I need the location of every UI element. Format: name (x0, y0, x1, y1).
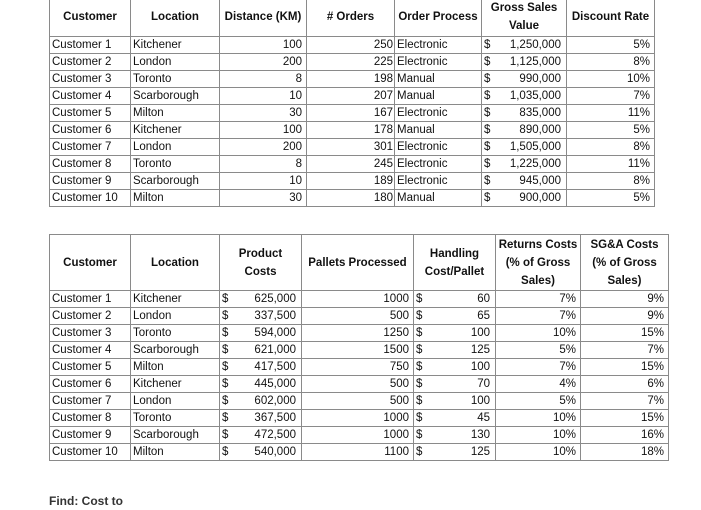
customer-cell: Customer 2 (50, 308, 131, 325)
currency-value: 60 (477, 293, 490, 305)
sga-cell: 15% (581, 359, 669, 376)
customer-cell: Customer 6 (50, 122, 131, 139)
currency-value: 900,000 (519, 192, 561, 204)
header-returns-costs: Returns Costs (% of Gross Sales) (496, 235, 581, 291)
order-process-cell: Electronic (395, 54, 482, 71)
order-process-cell: Electronic (395, 139, 482, 156)
distance-cell: 100 (220, 37, 307, 54)
header-product-costs: Product Costs (220, 235, 302, 291)
discount-rate-cell: 5% (567, 190, 655, 207)
location-cell: London (131, 308, 220, 325)
currency-symbol: $ (416, 327, 423, 339)
currency-symbol: $ (416, 293, 423, 305)
pallets-cell: 750 (302, 359, 414, 376)
location-cell: London (131, 393, 220, 410)
currency-symbol: $ (484, 56, 491, 68)
discount-rate-cell: 5% (567, 122, 655, 139)
gross-sales-cell (482, 139, 567, 156)
pallets-cell: 1500 (302, 342, 414, 359)
header-gross-sales: Gross Sales Value (482, 0, 567, 37)
gross-sales-cell (482, 190, 567, 207)
handling-cost-cell (414, 393, 496, 410)
table-row (50, 359, 669, 376)
table-row (50, 427, 669, 444)
handling-cost-cell (414, 291, 496, 308)
currency-symbol: $ (484, 39, 491, 51)
currency-symbol: $ (484, 90, 491, 102)
returns-cell: 10% (496, 325, 581, 342)
customer-cell: Customer 8 (50, 410, 131, 427)
table-row (50, 393, 669, 410)
customer-cell: Customer 4 (50, 88, 131, 105)
sga-cell: 15% (581, 325, 669, 342)
handling-cost-cell (414, 427, 496, 444)
header-pallets-processed: Pallets Processed (302, 235, 414, 291)
location-cell: Kitchener (131, 122, 220, 139)
currency-value: 602,000 (254, 395, 296, 407)
distance-cell: 30 (220, 190, 307, 207)
distance-cell: 200 (220, 139, 307, 156)
order-process-cell: Electronic (395, 173, 482, 190)
currency-value: 100 (470, 395, 490, 407)
returns-cell: 10% (496, 410, 581, 427)
currency-value: 1,225,000 (509, 158, 561, 170)
discount-rate-cell: 5% (567, 37, 655, 54)
discount-rate-cell: 11% (567, 156, 655, 173)
table-row (50, 190, 655, 207)
customer-orders-table (49, 0, 655, 207)
order-process-cell: Electronic (395, 156, 482, 173)
customer-cell: Customer 4 (50, 342, 131, 359)
header-order-process: Order Process (395, 0, 482, 37)
table-row (50, 37, 655, 54)
location-cell: Toronto (131, 156, 220, 173)
location-cell: Milton (131, 359, 220, 376)
location-cell: Kitchener (131, 376, 220, 393)
order-process-cell: Electronic (395, 105, 482, 122)
currency-value: 621,000 (254, 344, 296, 356)
currency-value: 472,500 (254, 429, 296, 441)
currency-value: 835,000 (519, 107, 561, 119)
handling-cost-cell (414, 410, 496, 427)
product-costs-cell (220, 325, 302, 342)
sga-cell: 16% (581, 427, 669, 444)
pallets-cell: 1000 (302, 291, 414, 308)
orders-cell: 167 (307, 105, 395, 122)
order-process-cell: Manual (395, 88, 482, 105)
distance-cell: 30 (220, 105, 307, 122)
customer-cell: Customer 3 (50, 71, 131, 88)
currency-symbol: $ (416, 361, 423, 373)
pallets-cell: 1000 (302, 427, 414, 444)
currency-symbol: $ (222, 412, 229, 424)
gross-sales-cell (482, 122, 567, 139)
table-row (50, 71, 655, 88)
currency-value: 1,250,000 (509, 39, 561, 51)
table-row (50, 54, 655, 71)
currency-symbol: $ (416, 429, 423, 441)
customer-cell: Customer 5 (50, 359, 131, 376)
gross-sales-cell (482, 71, 567, 88)
location-cell: Toronto (131, 410, 220, 427)
orders-cell: 245 (307, 156, 395, 173)
order-process-cell: Manual (395, 71, 482, 88)
location-cell: Kitchener (131, 37, 220, 54)
sga-cell: 9% (581, 308, 669, 325)
table-row (50, 156, 655, 173)
footer-text: Find: Cost to (49, 494, 123, 508)
distance-cell: 8 (220, 71, 307, 88)
customer-cell: Customer 7 (50, 139, 131, 156)
discount-rate-cell: 11% (567, 105, 655, 122)
distance-cell: 10 (220, 88, 307, 105)
orders-cell: 178 (307, 122, 395, 139)
currency-symbol: $ (222, 361, 229, 373)
pallets-cell: 1250 (302, 325, 414, 342)
sga-cell: 15% (581, 410, 669, 427)
header-handling-cost: Handling Cost/Pallet (414, 235, 496, 291)
location-cell: Scarborough (131, 427, 220, 444)
location-cell: Milton (131, 105, 220, 122)
currency-value: 1,125,000 (509, 56, 561, 68)
returns-cell: 7% (496, 291, 581, 308)
pallets-cell: 500 (302, 308, 414, 325)
currency-symbol: $ (416, 446, 423, 458)
customer-cell: Customer 3 (50, 325, 131, 342)
sga-cell: 9% (581, 291, 669, 308)
currency-symbol: $ (416, 395, 423, 407)
distance-cell: 8 (220, 156, 307, 173)
order-process-cell: Manual (395, 122, 482, 139)
currency-symbol: $ (222, 446, 229, 458)
currency-value: 70 (477, 378, 490, 390)
currency-value: 130 (470, 429, 490, 441)
currency-symbol: $ (222, 327, 229, 339)
customer-cell: Customer 1 (50, 291, 131, 308)
currency-symbol: $ (416, 412, 423, 424)
currency-symbol: $ (222, 293, 229, 305)
customer-cell: Customer 2 (50, 54, 131, 71)
currency-value: 417,500 (254, 361, 296, 373)
returns-cell: 5% (496, 342, 581, 359)
customer-cell: Customer 7 (50, 393, 131, 410)
distance-cell: 100 (220, 122, 307, 139)
header-location: Location (131, 0, 220, 37)
product-costs-cell (220, 308, 302, 325)
product-costs-cell (220, 291, 302, 308)
currency-value: 125 (470, 446, 490, 458)
location-cell: Scarborough (131, 173, 220, 190)
currency-value: 45 (477, 412, 490, 424)
pallets-cell: 500 (302, 376, 414, 393)
orders-cell: 250 (307, 37, 395, 54)
currency-symbol: $ (222, 429, 229, 441)
currency-value: 65 (477, 310, 490, 322)
table-header-row (50, 0, 655, 37)
currency-symbol: $ (222, 395, 229, 407)
currency-symbol: $ (416, 344, 423, 356)
handling-cost-cell (414, 325, 496, 342)
customer-cell: Customer 6 (50, 376, 131, 393)
table-header-row (50, 235, 669, 291)
table-row (50, 291, 669, 308)
currency-value: 890,000 (519, 124, 561, 136)
table-row (50, 376, 669, 393)
currency-value: 540,000 (254, 446, 296, 458)
returns-cell: 7% (496, 359, 581, 376)
currency-symbol: $ (484, 192, 491, 204)
currency-value: 445,000 (254, 378, 296, 390)
table-row (50, 308, 669, 325)
header-location: Location (131, 235, 220, 291)
location-cell: Scarborough (131, 342, 220, 359)
gross-sales-cell (482, 88, 567, 105)
returns-cell: 7% (496, 308, 581, 325)
currency-value: 100 (470, 327, 490, 339)
gross-sales-cell (482, 156, 567, 173)
table-row (50, 410, 669, 427)
discount-rate-cell: 8% (567, 139, 655, 156)
header-discount-rate: Discount Rate (567, 0, 655, 37)
gross-sales-cell (482, 37, 567, 54)
header-distance: Distance (KM) (220, 0, 307, 37)
gross-sales-cell (482, 173, 567, 190)
discount-rate-cell: 8% (567, 173, 655, 190)
handling-cost-cell (414, 444, 496, 461)
product-costs-cell (220, 359, 302, 376)
currency-value: 625,000 (254, 293, 296, 305)
returns-cell: 5% (496, 393, 581, 410)
currency-symbol: $ (484, 141, 491, 153)
discount-rate-cell: 10% (567, 71, 655, 88)
location-cell: Milton (131, 444, 220, 461)
currency-value: 1,035,000 (509, 90, 561, 102)
distance-cell: 200 (220, 54, 307, 71)
currency-value: 367,500 (254, 412, 296, 424)
currency-symbol: $ (484, 107, 491, 119)
product-costs-cell (220, 376, 302, 393)
gross-sales-cell (482, 105, 567, 122)
product-costs-cell (220, 427, 302, 444)
sga-cell: 6% (581, 376, 669, 393)
location-cell: Toronto (131, 71, 220, 88)
table-row (50, 173, 655, 190)
order-process-cell: Manual (395, 190, 482, 207)
location-cell: Kitchener (131, 291, 220, 308)
table-row (50, 139, 655, 156)
handling-cost-cell (414, 342, 496, 359)
table-row (50, 88, 655, 105)
header-customer: Customer (50, 0, 131, 37)
pallets-cell: 1000 (302, 410, 414, 427)
currency-value: 100 (470, 361, 490, 373)
sga-cell: 7% (581, 393, 669, 410)
orders-cell: 198 (307, 71, 395, 88)
location-cell: Toronto (131, 325, 220, 342)
currency-symbol: $ (222, 310, 229, 322)
discount-rate-cell: 8% (567, 54, 655, 71)
location-cell: Scarborough (131, 88, 220, 105)
orders-cell: 301 (307, 139, 395, 156)
orders-cell: 180 (307, 190, 395, 207)
product-costs-cell (220, 342, 302, 359)
location-cell: London (131, 139, 220, 156)
currency-symbol: $ (484, 175, 491, 187)
location-cell: Milton (131, 190, 220, 207)
header-orders: # Orders (307, 0, 395, 37)
currency-value: 1,505,000 (509, 141, 561, 153)
orders-cell: 225 (307, 54, 395, 71)
customer-cell: Customer 1 (50, 37, 131, 54)
customer-cell: Customer 9 (50, 173, 131, 190)
pallets-cell: 1100 (302, 444, 414, 461)
product-costs-cell (220, 393, 302, 410)
orders-cell: 207 (307, 88, 395, 105)
currency-value: 990,000 (519, 73, 561, 85)
currency-symbol: $ (484, 158, 491, 170)
gross-sales-cell (482, 54, 567, 71)
returns-cell: 4% (496, 376, 581, 393)
product-costs-cell (220, 410, 302, 427)
customer-cell: Customer 10 (50, 190, 131, 207)
table-row (50, 342, 669, 359)
discount-rate-cell: 7% (567, 88, 655, 105)
pallets-cell: 500 (302, 393, 414, 410)
header-sga-costs: SG&A Costs (% of Gross Sales) (581, 235, 669, 291)
table-row (50, 325, 669, 342)
returns-cell: 10% (496, 444, 581, 461)
customer-cell: Customer 5 (50, 105, 131, 122)
currency-value: 594,000 (254, 327, 296, 339)
customer-costs-table (49, 234, 669, 461)
currency-symbol: $ (222, 344, 229, 356)
customer-cell: Customer 8 (50, 156, 131, 173)
handling-cost-cell (414, 308, 496, 325)
currency-value: 125 (470, 344, 490, 356)
currency-symbol: $ (222, 378, 229, 390)
sga-cell: 18% (581, 444, 669, 461)
orders-cell: 189 (307, 173, 395, 190)
currency-value: 337,500 (254, 310, 296, 322)
sga-cell: 7% (581, 342, 669, 359)
currency-symbol: $ (416, 310, 423, 322)
header-customer: Customer (50, 235, 131, 291)
customer-cell: Customer 10 (50, 444, 131, 461)
table-row (50, 444, 669, 461)
customer-cell: Customer 9 (50, 427, 131, 444)
currency-symbol: $ (484, 73, 491, 85)
distance-cell: 10 (220, 173, 307, 190)
table-row (50, 122, 655, 139)
product-costs-cell (220, 444, 302, 461)
currency-symbol: $ (416, 378, 423, 390)
currency-symbol: $ (484, 124, 491, 136)
handling-cost-cell (414, 359, 496, 376)
currency-value: 945,000 (519, 175, 561, 187)
table-row (50, 105, 655, 122)
returns-cell: 10% (496, 427, 581, 444)
location-cell: London (131, 54, 220, 71)
order-process-cell: Electronic (395, 37, 482, 54)
handling-cost-cell (414, 376, 496, 393)
